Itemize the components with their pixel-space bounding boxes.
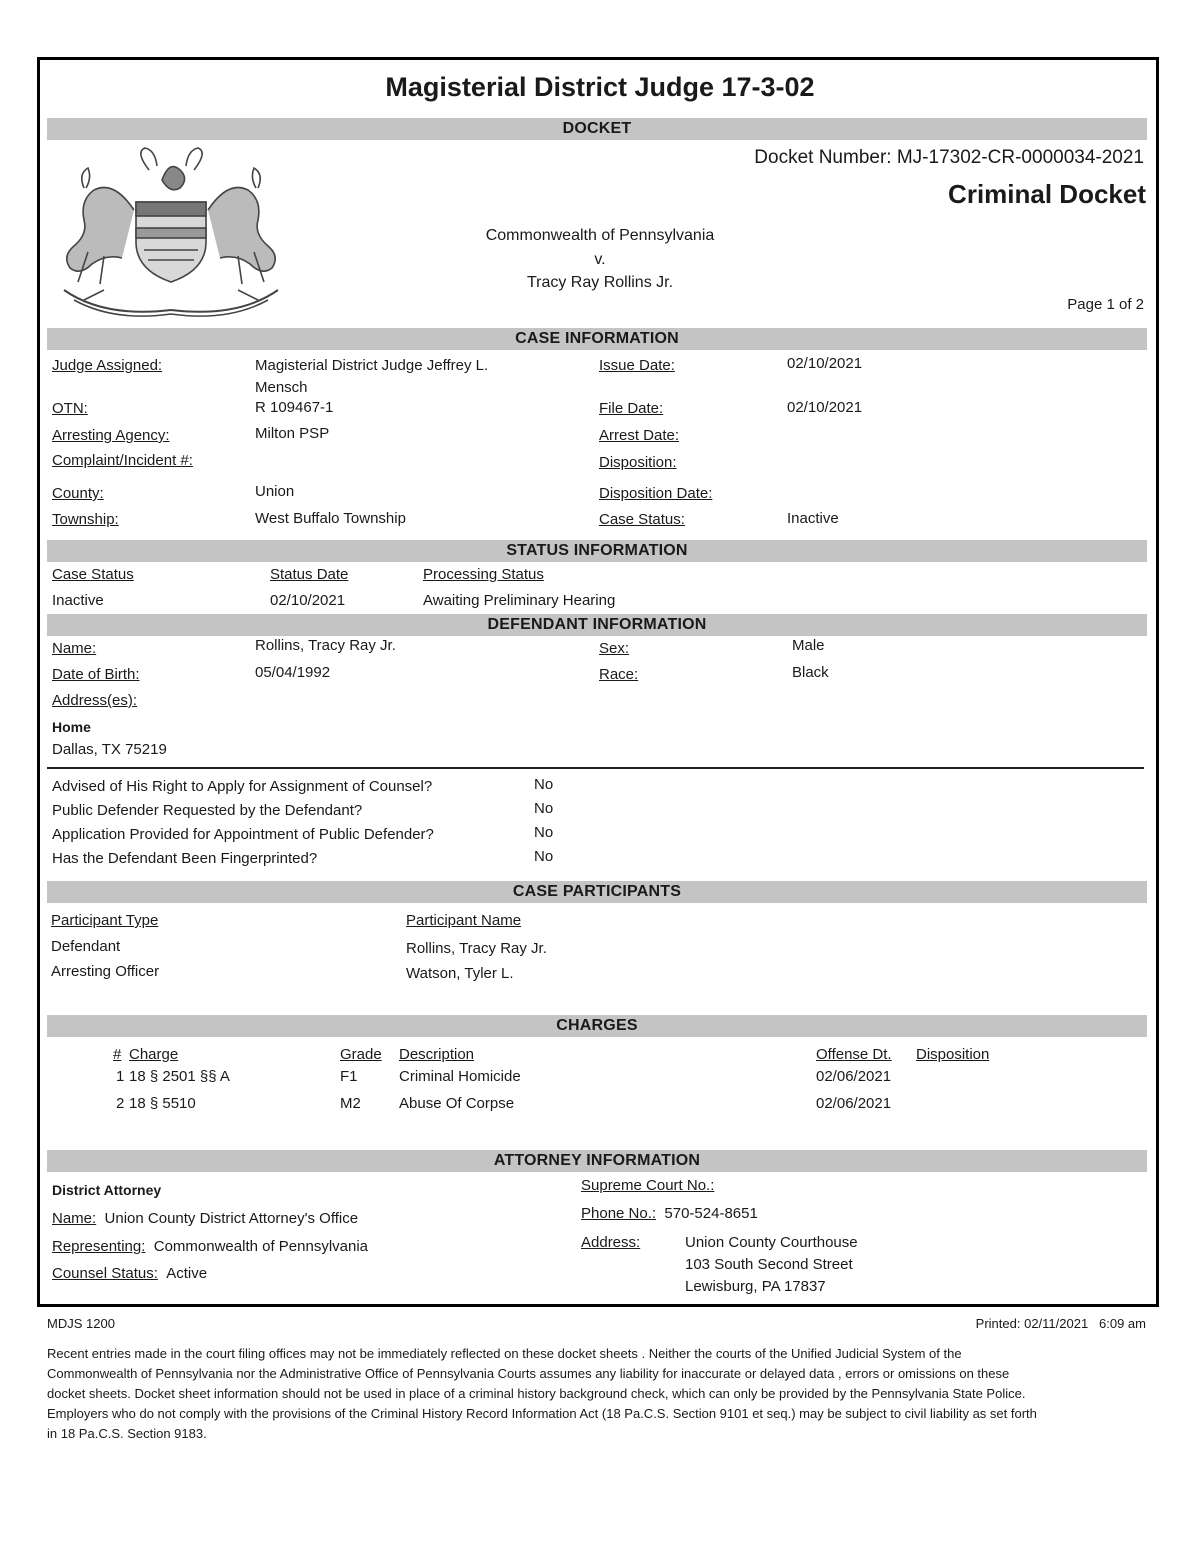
- defendant-name-value: Rollins, Tracy Ray Jr.: [255, 637, 396, 654]
- status-col-status-date: Status Date: [270, 566, 349, 583]
- judge-value-line2: Mensch: [255, 379, 308, 396]
- disclaimer-text: Recent entries made in the court filing offices may not be immediately reflected on these docket sheets . Neither the courts of the Unified Judicial System of the Commonwealth of Pennsylvania nor the Administrative Office of Pennsylvania Courts assumes any liability for inaccurate or delayed data , errors or omissions on these docket sheets. Docket sheet information should not be used in place of a criminal history background check, which can only be provided by the Pennsylvania State Police. Employers who do not comply with the provisions of the Criminal History Record Information Act (18 Pa.C.S. Section 9101 et seq.) may be subject to civil liability as set forth in 18 Pa.C.S. Section 9183.: [47, 1346, 1037, 1441]
- attorney-address-line3: Lewisburg, PA 17837: [685, 1278, 826, 1295]
- township-label: Township:: [52, 511, 119, 528]
- attorney-information-bar: ATTORNEY INFORMATION: [47, 1150, 1147, 1172]
- charge-offense-date: 02/06/2021: [816, 1068, 892, 1085]
- charge-header: Charge: [129, 1046, 179, 1063]
- status-col-case-status: Case Status: [52, 566, 134, 583]
- status-col-processing: Processing Status: [423, 566, 544, 583]
- defendant-name-label: Name:: [52, 640, 97, 657]
- address-label: Address(es):: [52, 692, 138, 709]
- participant-type: Defendant: [51, 938, 121, 955]
- representing-row: [52, 1238, 368, 1255]
- attorney-address-line2: 103 South Second Street: [685, 1256, 853, 1273]
- charge-grade: F1: [340, 1068, 358, 1085]
- disposition-date-label: Disposition Date:: [599, 485, 713, 502]
- participant-name: Watson, Tyler L.: [406, 965, 514, 982]
- phone-row: [581, 1205, 758, 1222]
- offense-date-header: Offense Dt.: [816, 1046, 892, 1063]
- complaint-label: Complaint/Incident #:: [52, 452, 193, 469]
- counsel-question: Advised of His Right to Apply for Assignment of Counsel?: [52, 778, 433, 795]
- participant-name-header: Participant Name: [406, 912, 522, 929]
- court-title: Magisterial District Judge 17-3-02: [385, 72, 815, 102]
- address-value: Dallas, TX 75219: [52, 741, 167, 758]
- status-case-status: Inactive: [52, 592, 104, 609]
- grade-header: Grade: [340, 1046, 382, 1063]
- printed-timestamp: Printed: 02/11/2021 6:09 am: [975, 1316, 1146, 1331]
- charge-description: Criminal Homicide: [399, 1068, 521, 1085]
- attorney-role: District Attorney: [52, 1182, 162, 1198]
- dob-label: Date of Birth:: [52, 666, 140, 683]
- sex-value: Male: [792, 637, 825, 654]
- address-type: Home: [52, 719, 91, 735]
- form-number: MDJS 1200: [47, 1316, 115, 1331]
- otn-value: R 109467-1: [255, 399, 334, 416]
- counsel-status-label: Counsel Status:: [52, 1265, 158, 1282]
- participant-type: Arresting Officer: [51, 963, 160, 980]
- charge-num: 2: [116, 1095, 125, 1112]
- page-number: Page 1 of 2: [1067, 296, 1144, 313]
- attorney-address-line1: Union County Courthouse: [685, 1234, 858, 1251]
- file-date-label: File Date:: [599, 400, 664, 417]
- county-label: County:: [52, 485, 104, 502]
- representing-value: Commonwealth of Pennsylvania: [153, 1238, 369, 1255]
- file-date-value: 02/10/2021: [787, 399, 863, 416]
- counsel-answer: No: [534, 776, 554, 793]
- charge-grade: M2: [340, 1095, 361, 1112]
- fingerprinted-answer: No: [534, 848, 554, 865]
- phone-value: 570-524-8651: [664, 1205, 758, 1222]
- pd-application-question: Application Provided for Appointment of Public Defender?: [52, 826, 434, 843]
- township-value: West Buffalo Township: [255, 510, 406, 527]
- counsel-status-row: [52, 1265, 207, 1282]
- phone-label: Phone No.:: [581, 1205, 657, 1222]
- judge-value-line1: Magisterial District Judge Jeffrey L.: [255, 357, 489, 374]
- arrest-date-label: Arrest Date:: [599, 427, 680, 444]
- pd-requested-answer: No: [534, 800, 554, 817]
- defendant-caption: Tracy Ray Rollins Jr.: [526, 274, 674, 291]
- section-divider: [47, 767, 1144, 769]
- race-label: Race:: [599, 666, 639, 683]
- sex-label: Sex:: [599, 640, 630, 657]
- case-status-label: Case Status:: [599, 511, 685, 528]
- attorney-name-row: [52, 1210, 358, 1227]
- attorney-name-label: Name:: [52, 1210, 97, 1227]
- docket-type: Criminal Docket: [948, 179, 1146, 209]
- docket-bar: DOCKET: [47, 118, 1147, 140]
- disposition-label: Disposition:: [599, 454, 677, 471]
- dob-value: 05/04/1992: [255, 664, 331, 681]
- status-information-bar: STATUS INFORMATION: [47, 540, 1147, 562]
- supreme-court-label: Supreme Court No.:: [581, 1177, 715, 1194]
- case-information-bar: CASE INFORMATION: [47, 328, 1147, 350]
- versus-text: v.: [594, 251, 606, 268]
- race-value: Black: [792, 664, 829, 681]
- county-value: Union: [255, 483, 295, 500]
- charge-offense-date: 02/06/2021: [816, 1095, 892, 1112]
- disposition-header: Disposition: [916, 1046, 990, 1063]
- attorney-name-value: Union County District Attorney's Office: [104, 1210, 359, 1227]
- description-header: Description: [399, 1046, 475, 1063]
- fingerprinted-question: Has the Defendant Been Fingerprinted?: [52, 850, 318, 867]
- representing-label: Representing:: [52, 1238, 146, 1255]
- charges-bar: CHARGES: [47, 1015, 1147, 1037]
- attorney-address-label: Address:: [581, 1234, 641, 1251]
- agency-value: Milton PSP: [255, 425, 330, 442]
- status-date: 02/10/2021: [270, 592, 346, 609]
- docket-number: Docket Number: MJ-17302-CR-0000034-2021: [754, 147, 1144, 168]
- counsel-status-value: Active: [166, 1265, 208, 1282]
- charge-statute: 18 § 2501 §§ A: [129, 1068, 230, 1085]
- participant-name: Rollins, Tracy Ray Jr.: [406, 940, 547, 957]
- pd-requested-question: Public Defender Requested by the Defendant?: [52, 802, 363, 819]
- otn-label: OTN:: [52, 400, 88, 417]
- participant-type-header: Participant Type: [51, 912, 159, 929]
- defendant-information-bar: DEFENDANT INFORMATION: [47, 614, 1147, 636]
- processing-status: Awaiting Preliminary Hearing: [423, 592, 616, 609]
- pennsylvania-seal-icon: [44, 140, 298, 322]
- issue-date-value: 02/10/2021: [787, 355, 863, 372]
- issue-date-label: Issue Date:: [599, 357, 675, 374]
- charge-description: Abuse Of Corpse: [399, 1095, 515, 1112]
- charge-statute: 18 § 5510: [129, 1095, 196, 1112]
- charge-num-header: #: [113, 1046, 122, 1063]
- plaintiff-name: Commonwealth of Pennsylvania: [485, 227, 715, 244]
- judge-label: Judge Assigned:: [52, 357, 163, 374]
- agency-label: Arresting Agency:: [52, 427, 170, 444]
- case-participants-bar: CASE PARTICIPANTS: [47, 881, 1147, 903]
- case-status-value: Inactive: [787, 510, 839, 527]
- charge-num: 1: [116, 1068, 125, 1085]
- pd-application-answer: No: [534, 824, 554, 841]
